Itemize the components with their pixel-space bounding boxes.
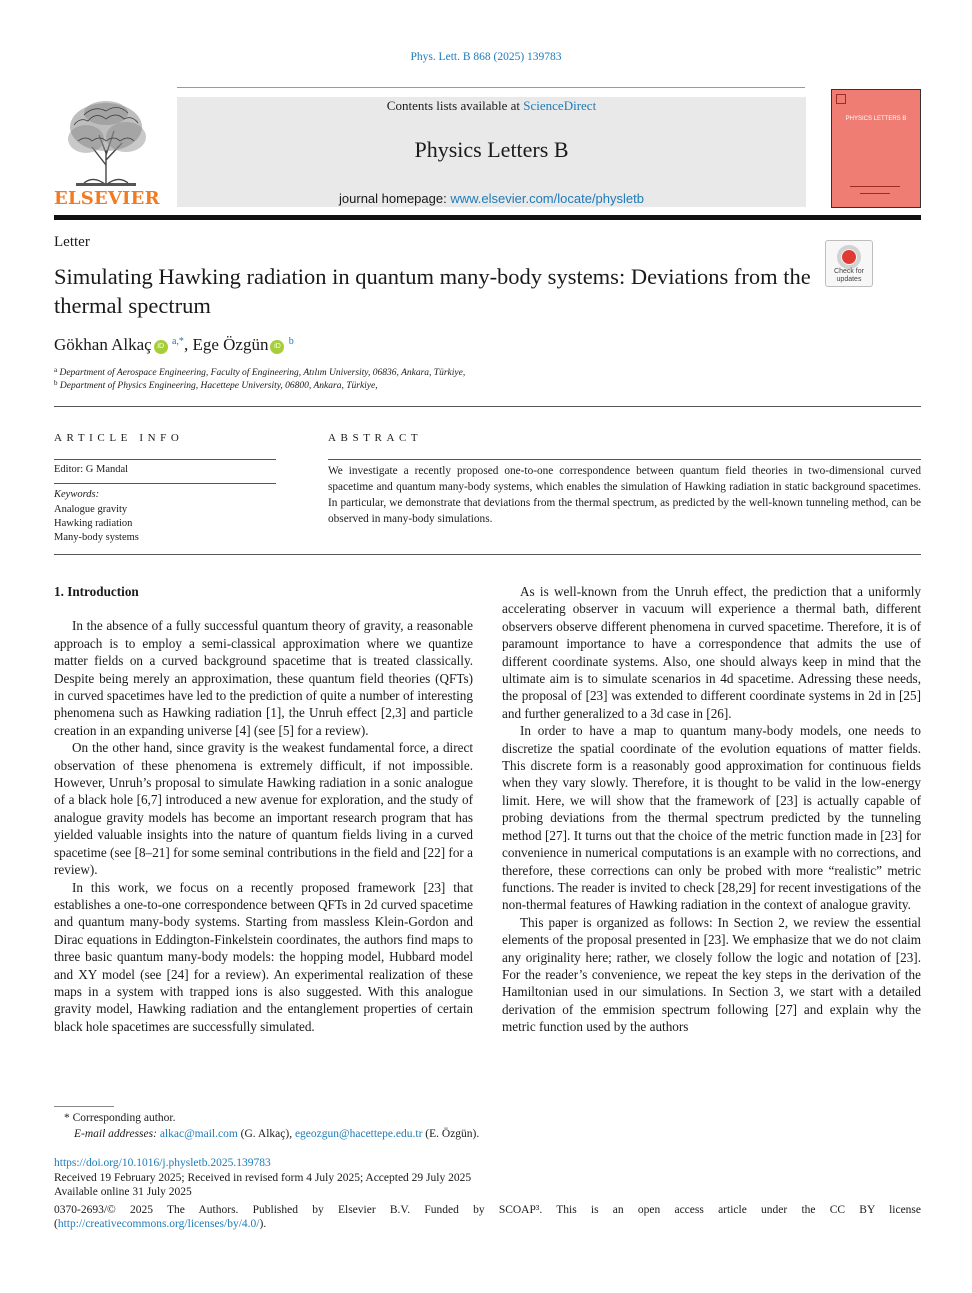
copyright-line: 0370-2693/© 2025 The Authors. Published by Elsevier B.V. Funded by SCOAP³. This is an open access article under the CC BY license	[54, 1204, 921, 1216]
affiliation-marker: b	[54, 379, 58, 387]
license-paren: (	[54, 1218, 58, 1230]
license-line	[54, 1218, 266, 1230]
info-rule	[54, 483, 276, 484]
author-affiliation-marker[interactable]: a,*	[171, 336, 184, 347]
journal-reference[interactable]: Phys. Lett. B 868 (2025) 139783	[410, 51, 562, 63]
author-name[interactable]: Gökhan Alkaç	[54, 335, 152, 354]
cover-decoration	[860, 193, 890, 194]
cover-title: PHYSICS LETTERS B	[845, 116, 907, 122]
elsevier-wordmark: ELSEVIER	[54, 188, 160, 209]
body-paragraph: This paper is organized as follows: In Section 2, we review the essential elements of the proposal presented in [23]. We emphasize that we do not claim any originality here; rather, we closely follow the logic and notation of [23]. For the reader’s convenience, we repeat the key steps in the derivation of the Hamiltonian used in our simulations. In Section 3, we start with a detailed derivation of the emmision spectrum following [27] and explain why the metric function used by the authors	[502, 914, 921, 1035]
keyword: Many-body systems	[54, 532, 139, 543]
section-rule	[54, 406, 921, 407]
article-title: Simulating Hawking radiation in quantum many-body systems: Deviations from the thermal spectrum	[54, 264, 811, 318]
author-affiliation-marker[interactable]: b	[288, 336, 294, 347]
email-owner: (G. Alkaç),	[237, 1128, 295, 1140]
body-paragraph: In this work, we focus on a recently proposed framework [23] that establishes a one-to-one correspondence between QFTs in 2d curved spacetime and quantum many-body systems. Starting from massless Klein-Gordon and Dirac equations in Eddington-Finkelstein coordinates, the authors find maps to three basic quantum many-body models: the hopping model, Hubbard model and XY model (see [24] for a review). An experimental realization of these maps in a system with trapped ions is also suggested. With this analogue gravity model, Hawking radiation and the entanglement properties of certain black hole spacetimes are successfully simulated.	[54, 879, 473, 1034]
header-rule	[177, 87, 805, 88]
keywords-label: Keywords:	[54, 489, 100, 500]
journal-name: Physics Letters B	[414, 137, 569, 162]
keyword: Hawking radiation	[54, 518, 133, 529]
email-link[interactable]: alkac@mail.com	[159, 1128, 238, 1140]
section-heading: 1. Introduction	[54, 584, 139, 599]
orcid-icon[interactable]: iD	[154, 340, 168, 354]
orcid-icon[interactable]: iD	[270, 340, 284, 354]
footnote-text: Corresponding author.	[72, 1112, 176, 1124]
email-addresses	[74, 1128, 479, 1140]
license-paren: ).	[259, 1218, 267, 1230]
body-paragraph: In the absence of a fully successful quantum theory of gravity, a reasonable approach is to employ a semi-classical approximation where we quantize matter fields on a curved background spacetime that is treated classically. Despite being merely an approximation, these quantum field theories (QFTs) in curved spacetimes have led to the prediction of quite a number of interesting phenomena such as Hawking radiation [1], the Unruh effect [2,3] and particle creation in an expanding universe [4] (see [5] for a review).	[54, 618, 473, 738]
abstract-heading: ABSTRACT	[328, 432, 423, 444]
journal-homepage-link[interactable]: www.elsevier.com/locate/physletb	[450, 191, 644, 206]
license-link[interactable]: http://creativecommons.org/licenses/by/4.0/	[57, 1218, 260, 1230]
keyword: Analogue gravity	[54, 504, 128, 515]
article-type: Letter	[54, 234, 90, 250]
author-separator: ,	[183, 335, 193, 354]
online-date: Available online 31 July 2025	[54, 1186, 192, 1198]
contents-prefix: Contents lists available at	[386, 98, 524, 113]
affiliation-text: Department of Physics Engineering, Hacettepe University, 06800, Ankara, Türkiye,	[59, 381, 378, 391]
body-paragraph: On the other hand, since gravity is the weakest fundamental force, a direct observation of these phenomena is extremely difficult, if not impossible. However, Unruh’s proposal to simulate Hawking radiation in a sonic analogue of a black hole [6,7] introduced a new avenue for exploration, and the study of analogue gravity models has become an important research program that has yielded valuable insights into the nature of quantum fields living in a curved spacetime (see [8–21] for some seminal contributions in the field and [22] for a review).	[54, 740, 473, 878]
journal-cover-thumbnail[interactable]	[831, 89, 921, 208]
abstract-text: We investigate a recently proposed one-to-one correspondence between quantum field theories in two-dimensional curved spacetime and quantum many-body systems, which enables the simulation of Hawking radiation in static background spacetimes. In particular, we demonstrate that deviations from the thermal spectrum, as predicted by the well-known tunneling method, can be observed in many-body simulations.	[328, 465, 921, 525]
author-list	[54, 335, 294, 355]
footnote-rule	[54, 1106, 114, 1107]
affiliation-text: Department of Aerospace Engineering, Faculty of Engineering, Atılım University, 06836, Ankara, Türkiye,	[59, 368, 466, 378]
section-rule	[54, 554, 921, 555]
body-paragraph: In order to have a map to quantum many-body models, one needs to discretize the spatial coordinate of the evolution equations of matter fields. This discrete form is a reasonably good approximation for continuous fields when they vary slowly. Therefore, it is thought to be valid in the low-energy limit. Here, we will show that the framework of [23] is actually capable of probing deviations from the thermal spectrum predicted by the tunneling method [27]. It turns out that the choice of the metric function made in [23] for convenience in numerical computations is an example with no corrections, and therefore, these corrections can only be probed with more “realistic” metric functions. The reader is invited to check [28,29] for recent investigations of the non-thermal features of Hawking radiation in the context of analogue gravity.	[502, 723, 921, 913]
email-link[interactable]: egeozgun@hacettepe.edu.tr	[294, 1128, 423, 1140]
affiliation-marker: a	[54, 366, 58, 374]
body-paragraph: As is well-known from the Unruh effect, the prediction that a uniformly accelerating observer in vacuum will experience a thermal bath, different observers observe different phenomena in curved spacetime. Therefore, it is of paramount importance to have a correspondence that admits the use of different coordinate systems. Also, one should always keep in mind that the ultimate aim is to simulate scenarios in 4d spacetime. Adressing these needs, the proposal of [23] was extended to different coordinate systems in 2d in [25] and further generalized to a 3d case in [26].	[502, 584, 921, 721]
article-info-heading: ARTICLE INFO	[54, 432, 184, 444]
check-updates-icon-center	[842, 250, 856, 264]
abstract-rule	[328, 459, 921, 460]
email-owner: (E. Özgün).	[422, 1128, 480, 1140]
body-column-left	[54, 583, 473, 1035]
homepage-line	[177, 191, 806, 206]
received-dates: Received 19 February 2025; Received in revised form 4 July 2025; Accepted 29 July 2025	[54, 1172, 472, 1184]
footnote-marker: *	[64, 1112, 70, 1124]
contents-line	[177, 98, 806, 114]
body-column-right	[502, 583, 921, 1036]
cover-logo-mark	[836, 94, 846, 104]
info-rule	[54, 459, 276, 460]
editor-line: Editor: G Mandal	[54, 464, 129, 475]
check-updates-label: Check for updates	[834, 268, 864, 283]
email-label: E-mail addresses:	[74, 1128, 160, 1140]
homepage-prefix: journal homepage:	[339, 191, 451, 206]
sciencedirect-link[interactable]: ScienceDirect	[523, 98, 597, 113]
affiliation	[54, 366, 465, 378]
header-thick-rule	[54, 215, 921, 220]
corresponding-author-note	[64, 1112, 175, 1124]
affiliation	[54, 379, 378, 391]
cover-decoration	[850, 186, 900, 187]
author-name[interactable]: Ege Özgün	[192, 335, 269, 354]
doi-link[interactable]: https://doi.org/10.1016/j.physletb.2025.139783	[54, 1157, 271, 1169]
